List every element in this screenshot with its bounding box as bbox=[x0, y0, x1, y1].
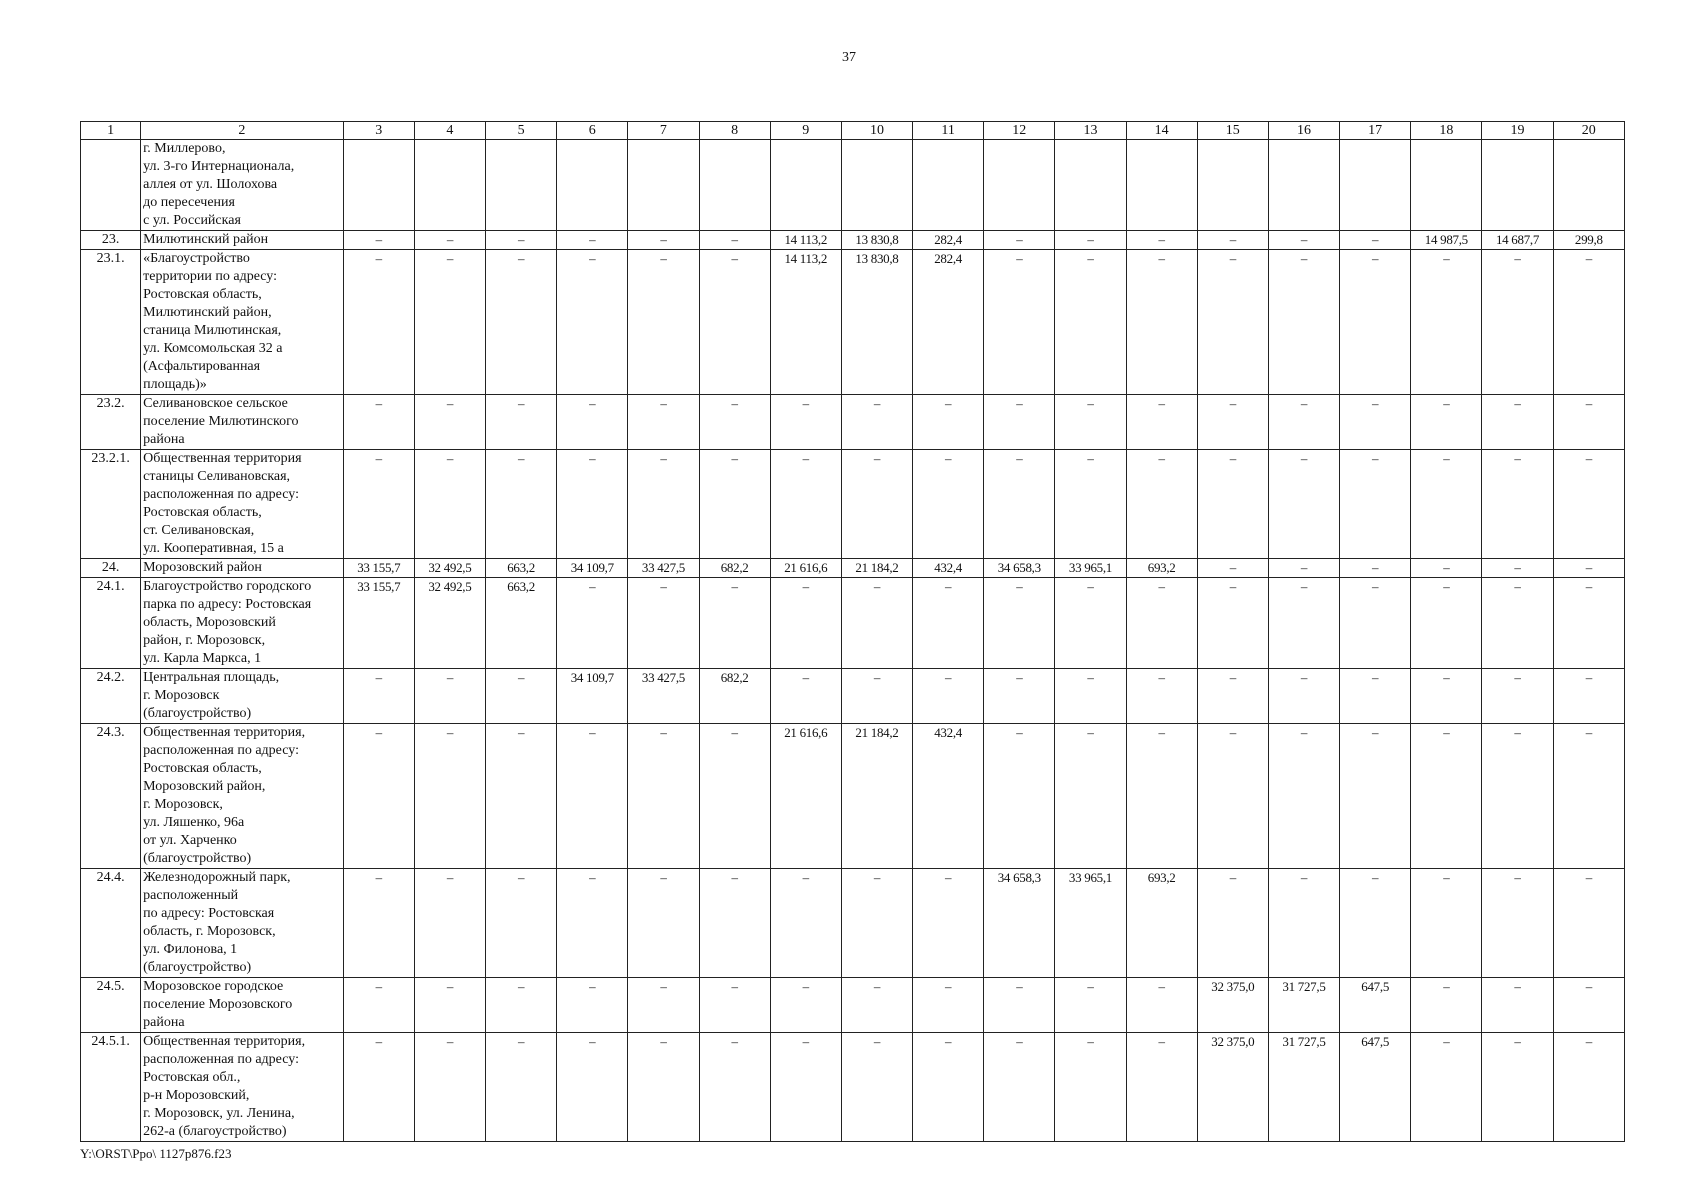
value-cell: – bbox=[557, 450, 628, 559]
column-header: 8 bbox=[699, 122, 770, 140]
value-cell bbox=[1268, 140, 1339, 231]
value-cell: – bbox=[841, 450, 912, 559]
value-cell: – bbox=[841, 578, 912, 669]
table-row bbox=[81, 578, 1625, 669]
value-cell: – bbox=[1411, 869, 1482, 978]
value-cell: – bbox=[414, 978, 485, 1033]
value-cell bbox=[343, 140, 414, 231]
row-number-cell: 23. bbox=[81, 231, 141, 250]
value-cell: – bbox=[1482, 869, 1553, 978]
value-cell: 693,2 bbox=[1126, 869, 1197, 978]
value-cell bbox=[1197, 140, 1268, 231]
value-cell: – bbox=[913, 578, 984, 669]
value-cell: – bbox=[486, 978, 557, 1033]
value-cell: – bbox=[1126, 250, 1197, 395]
value-cell: – bbox=[557, 869, 628, 978]
value-cell: – bbox=[557, 395, 628, 450]
value-cell: – bbox=[699, 250, 770, 395]
item-name-cell: Благоустройство городского парка по адресу: Ростовская область, Морозовский район, г. Морозовск, ул. Карла Маркса, 1 bbox=[141, 578, 344, 669]
value-cell: – bbox=[343, 724, 414, 869]
value-cell: – bbox=[628, 978, 699, 1033]
value-cell: – bbox=[1340, 724, 1411, 869]
value-cell: – bbox=[1340, 578, 1411, 669]
value-cell: – bbox=[1197, 869, 1268, 978]
value-cell: – bbox=[557, 978, 628, 1033]
item-name-cell: «Благоустройство территории по адресу: Ростовская область, Милютинский район, станица Милютинская, ул. Комсомольская 32 а (Асфальтированная площадь)» bbox=[141, 250, 344, 395]
value-cell: – bbox=[486, 724, 557, 869]
value-cell: – bbox=[557, 231, 628, 250]
value-cell: 682,2 bbox=[699, 559, 770, 578]
value-cell: 432,4 bbox=[913, 559, 984, 578]
value-cell bbox=[699, 140, 770, 231]
value-cell: – bbox=[1482, 578, 1553, 669]
value-cell: 14 987,5 bbox=[1411, 231, 1482, 250]
value-cell: – bbox=[557, 1033, 628, 1142]
value-cell: – bbox=[1340, 250, 1411, 395]
value-cell: 682,2 bbox=[699, 669, 770, 724]
value-cell: 34 658,3 bbox=[984, 559, 1055, 578]
value-cell: – bbox=[1268, 559, 1339, 578]
value-cell: 282,4 bbox=[913, 250, 984, 395]
value-cell: 33 427,5 bbox=[628, 559, 699, 578]
table-row bbox=[81, 450, 1625, 559]
value-cell: 33 155,7 bbox=[343, 578, 414, 669]
value-cell: – bbox=[1126, 578, 1197, 669]
value-cell: – bbox=[486, 231, 557, 250]
value-cell: 33 427,5 bbox=[628, 669, 699, 724]
value-cell: – bbox=[1482, 559, 1553, 578]
column-header: 18 bbox=[1411, 122, 1482, 140]
row-number-cell: 24.3. bbox=[81, 724, 141, 869]
value-cell: – bbox=[770, 869, 841, 978]
value-cell: – bbox=[1055, 578, 1126, 669]
value-cell: – bbox=[770, 578, 841, 669]
value-cell: 33 965,1 bbox=[1055, 559, 1126, 578]
value-cell: 32 375,0 bbox=[1197, 1033, 1268, 1142]
column-header: 17 bbox=[1340, 122, 1411, 140]
value-cell: 13 830,8 bbox=[841, 231, 912, 250]
value-cell: – bbox=[984, 395, 1055, 450]
column-header: 9 bbox=[770, 122, 841, 140]
value-cell: – bbox=[1553, 869, 1624, 978]
value-cell: – bbox=[1340, 559, 1411, 578]
row-number-cell: 23.2. bbox=[81, 395, 141, 450]
value-cell: – bbox=[984, 450, 1055, 559]
value-cell: – bbox=[1126, 395, 1197, 450]
value-cell: – bbox=[1197, 395, 1268, 450]
value-cell: – bbox=[841, 978, 912, 1033]
value-cell: – bbox=[557, 578, 628, 669]
value-cell: – bbox=[984, 250, 1055, 395]
row-number-cell: 24.5. bbox=[81, 978, 141, 1033]
value-cell: – bbox=[1126, 1033, 1197, 1142]
value-cell: 21 184,2 bbox=[841, 724, 912, 869]
item-name-cell: Общественная территория станицы Селивановская, расположенная по адресу: Ростовская область, ст. Селивановская, ул. Кооперативная, 15 а bbox=[141, 450, 344, 559]
value-cell: 647,5 bbox=[1340, 978, 1411, 1033]
column-header: 4 bbox=[414, 122, 485, 140]
value-cell: – bbox=[1268, 869, 1339, 978]
value-cell: – bbox=[1553, 250, 1624, 395]
value-cell: – bbox=[984, 1033, 1055, 1142]
value-cell: – bbox=[628, 869, 699, 978]
table-row bbox=[81, 978, 1625, 1033]
value-cell bbox=[1126, 140, 1197, 231]
value-cell: 693,2 bbox=[1126, 559, 1197, 578]
item-name-cell: Селивановское сельское поселение Милютинского района bbox=[141, 395, 344, 450]
value-cell: – bbox=[1482, 978, 1553, 1033]
value-cell: – bbox=[913, 978, 984, 1033]
value-cell: – bbox=[699, 1033, 770, 1142]
value-cell: – bbox=[486, 869, 557, 978]
value-cell: 647,5 bbox=[1340, 1033, 1411, 1142]
value-cell: – bbox=[699, 578, 770, 669]
value-cell: – bbox=[1126, 724, 1197, 869]
value-cell: – bbox=[628, 231, 699, 250]
value-cell: – bbox=[1268, 450, 1339, 559]
value-cell: – bbox=[414, 669, 485, 724]
value-cell: – bbox=[1553, 450, 1624, 559]
value-cell: – bbox=[1553, 669, 1624, 724]
value-cell: – bbox=[414, 450, 485, 559]
value-cell: – bbox=[1055, 978, 1126, 1033]
value-cell: – bbox=[841, 669, 912, 724]
value-cell: 32 375,0 bbox=[1197, 978, 1268, 1033]
value-cell: – bbox=[343, 231, 414, 250]
value-cell: – bbox=[1197, 578, 1268, 669]
value-cell: – bbox=[913, 869, 984, 978]
value-cell: – bbox=[628, 450, 699, 559]
value-cell: – bbox=[1411, 250, 1482, 395]
value-cell: – bbox=[699, 231, 770, 250]
value-cell: – bbox=[1055, 724, 1126, 869]
value-cell: – bbox=[486, 250, 557, 395]
value-cell: – bbox=[1340, 450, 1411, 559]
value-cell: – bbox=[557, 724, 628, 869]
value-cell: – bbox=[770, 1033, 841, 1142]
header-row bbox=[81, 122, 1625, 140]
value-cell: – bbox=[1126, 450, 1197, 559]
value-cell: – bbox=[913, 1033, 984, 1142]
value-cell: – bbox=[486, 395, 557, 450]
value-cell: – bbox=[770, 978, 841, 1033]
column-header: 19 bbox=[1482, 122, 1553, 140]
value-cell bbox=[1340, 140, 1411, 231]
value-cell: – bbox=[1268, 395, 1339, 450]
value-cell: – bbox=[628, 724, 699, 869]
value-cell bbox=[1553, 140, 1624, 231]
row-number-cell: 24. bbox=[81, 559, 141, 578]
value-cell: 33 965,1 bbox=[1055, 869, 1126, 978]
value-cell: – bbox=[984, 578, 1055, 669]
value-cell: – bbox=[913, 669, 984, 724]
value-cell: – bbox=[984, 978, 1055, 1033]
table-row bbox=[81, 724, 1625, 869]
value-cell: 13 830,8 bbox=[841, 250, 912, 395]
value-cell: – bbox=[699, 978, 770, 1033]
value-cell: – bbox=[343, 978, 414, 1033]
value-cell: 14 687,7 bbox=[1482, 231, 1553, 250]
table-body bbox=[81, 140, 1625, 1142]
column-header: 13 bbox=[1055, 122, 1126, 140]
value-cell bbox=[984, 140, 1055, 231]
value-cell: – bbox=[1553, 1033, 1624, 1142]
value-cell: 21 616,6 bbox=[770, 559, 841, 578]
value-cell: 34 109,7 bbox=[557, 669, 628, 724]
row-number-cell bbox=[81, 140, 141, 231]
value-cell: – bbox=[343, 669, 414, 724]
value-cell: 299,8 bbox=[1553, 231, 1624, 250]
value-cell: – bbox=[628, 250, 699, 395]
value-cell: – bbox=[1197, 231, 1268, 250]
value-cell: – bbox=[486, 1033, 557, 1142]
row-number-cell: 24.1. bbox=[81, 578, 141, 669]
table-row bbox=[81, 559, 1625, 578]
value-cell: – bbox=[841, 395, 912, 450]
value-cell: – bbox=[1482, 724, 1553, 869]
value-cell: – bbox=[1268, 724, 1339, 869]
column-header: 5 bbox=[486, 122, 557, 140]
value-cell: – bbox=[414, 250, 485, 395]
value-cell bbox=[841, 140, 912, 231]
value-cell bbox=[628, 140, 699, 231]
value-cell: – bbox=[414, 724, 485, 869]
value-cell: – bbox=[1411, 1033, 1482, 1142]
value-cell bbox=[1055, 140, 1126, 231]
table-row bbox=[81, 669, 1625, 724]
value-cell: – bbox=[1197, 724, 1268, 869]
value-cell: – bbox=[913, 395, 984, 450]
value-cell: – bbox=[984, 724, 1055, 869]
item-name-cell: г. Миллерово, ул. 3-го Интернационала, аллея от ул. Шолохова до пересечения с ул. Российская bbox=[141, 140, 344, 231]
value-cell: – bbox=[486, 450, 557, 559]
value-cell: – bbox=[1482, 669, 1553, 724]
column-header: 11 bbox=[913, 122, 984, 140]
value-cell: – bbox=[343, 1033, 414, 1142]
item-name-cell: Милютинский район bbox=[141, 231, 344, 250]
value-cell: – bbox=[628, 1033, 699, 1142]
value-cell: – bbox=[1055, 395, 1126, 450]
value-cell: – bbox=[414, 1033, 485, 1142]
value-cell: 14 113,2 bbox=[770, 250, 841, 395]
value-cell: – bbox=[1126, 978, 1197, 1033]
value-cell: – bbox=[414, 231, 485, 250]
value-cell: – bbox=[770, 450, 841, 559]
value-cell: 31 727,5 bbox=[1268, 1033, 1339, 1142]
value-cell: 14 113,2 bbox=[770, 231, 841, 250]
value-cell: – bbox=[343, 869, 414, 978]
value-cell: – bbox=[628, 578, 699, 669]
column-header: 16 bbox=[1268, 122, 1339, 140]
value-cell: – bbox=[1340, 395, 1411, 450]
row-number-cell: 24.4. bbox=[81, 869, 141, 978]
value-cell: – bbox=[1055, 1033, 1126, 1142]
value-cell: – bbox=[1055, 250, 1126, 395]
value-cell bbox=[486, 140, 557, 231]
row-number-cell: 24.2. bbox=[81, 669, 141, 724]
value-cell: – bbox=[486, 669, 557, 724]
value-cell: – bbox=[1411, 978, 1482, 1033]
column-header: 1 bbox=[81, 122, 141, 140]
value-cell: 34 109,7 bbox=[557, 559, 628, 578]
table-row bbox=[81, 140, 1625, 231]
value-cell: 282,4 bbox=[913, 231, 984, 250]
value-cell: – bbox=[1268, 250, 1339, 395]
item-name-cell: Морозовский район bbox=[141, 559, 344, 578]
value-cell: – bbox=[984, 669, 1055, 724]
value-cell: – bbox=[1553, 559, 1624, 578]
value-cell bbox=[414, 140, 485, 231]
column-header: 10 bbox=[841, 122, 912, 140]
table-row bbox=[81, 231, 1625, 250]
value-cell: – bbox=[1055, 669, 1126, 724]
value-cell: – bbox=[1268, 578, 1339, 669]
item-name-cell: Общественная территория, расположенная по адресу: Ростовская область, Морозовский район, г. Морозовск, ул. Ляшенко, 96а от ул. Харченко (благоустройство) bbox=[141, 724, 344, 869]
value-cell: – bbox=[1340, 231, 1411, 250]
value-cell: – bbox=[770, 395, 841, 450]
table-row bbox=[81, 1033, 1625, 1142]
column-header: 3 bbox=[343, 122, 414, 140]
value-cell: – bbox=[343, 395, 414, 450]
table-row bbox=[81, 250, 1625, 395]
value-cell: – bbox=[1482, 1033, 1553, 1142]
value-cell: 663,2 bbox=[486, 559, 557, 578]
value-cell: 21 184,2 bbox=[841, 559, 912, 578]
value-cell: – bbox=[1482, 450, 1553, 559]
column-header: 20 bbox=[1553, 122, 1624, 140]
value-cell: – bbox=[1411, 450, 1482, 559]
value-cell: – bbox=[1411, 578, 1482, 669]
item-name-cell: Общественная территория, расположенная по адресу: Ростовская обл., р-н Морозовский, г. Морозовск, ул. Ленина, 262-а (благоустройство) bbox=[141, 1033, 344, 1142]
row-number-cell: 23.1. bbox=[81, 250, 141, 395]
row-number-cell: 23.2.1. bbox=[81, 450, 141, 559]
value-cell: – bbox=[913, 450, 984, 559]
column-header: 14 bbox=[1126, 122, 1197, 140]
value-cell bbox=[557, 140, 628, 231]
value-cell: – bbox=[628, 395, 699, 450]
value-cell: – bbox=[770, 669, 841, 724]
column-header: 6 bbox=[557, 122, 628, 140]
value-cell: – bbox=[1197, 250, 1268, 395]
value-cell: – bbox=[841, 1033, 912, 1142]
table-row bbox=[81, 869, 1625, 978]
value-cell: – bbox=[1482, 395, 1553, 450]
value-cell: – bbox=[1340, 869, 1411, 978]
value-cell: 31 727,5 bbox=[1268, 978, 1339, 1033]
table-row bbox=[81, 395, 1625, 450]
value-cell: – bbox=[1411, 724, 1482, 869]
file-path-footer: Y:\ORST\Ppo\ 1127p876.f23 bbox=[80, 1146, 232, 1161]
item-name-cell: Морозовское городское поселение Морозовского района bbox=[141, 978, 344, 1033]
value-cell: – bbox=[343, 450, 414, 559]
item-name-cell: Железнодорожный парк, расположенный по адресу: Ростовская область, г. Морозовск, ул. Филонова, 1 (благоустройство) bbox=[141, 869, 344, 978]
value-cell: – bbox=[1268, 669, 1339, 724]
value-cell: – bbox=[1553, 978, 1624, 1033]
column-header: 15 bbox=[1197, 122, 1268, 140]
value-cell: – bbox=[1411, 395, 1482, 450]
value-cell: – bbox=[1553, 578, 1624, 669]
value-cell: 33 155,7 bbox=[343, 559, 414, 578]
value-cell: – bbox=[699, 450, 770, 559]
value-cell: – bbox=[699, 724, 770, 869]
value-cell: – bbox=[699, 869, 770, 978]
value-cell: 21 616,6 bbox=[770, 724, 841, 869]
value-cell: – bbox=[841, 869, 912, 978]
value-cell: – bbox=[557, 250, 628, 395]
value-cell: – bbox=[1411, 669, 1482, 724]
value-cell: – bbox=[414, 869, 485, 978]
value-cell: 32 492,5 bbox=[414, 578, 485, 669]
value-cell bbox=[913, 140, 984, 231]
value-cell: – bbox=[1553, 395, 1624, 450]
value-cell: 663,2 bbox=[486, 578, 557, 669]
value-cell: 34 658,3 bbox=[984, 869, 1055, 978]
value-cell: – bbox=[1126, 669, 1197, 724]
value-cell bbox=[770, 140, 841, 231]
value-cell: – bbox=[1126, 231, 1197, 250]
value-cell: – bbox=[414, 395, 485, 450]
row-number-cell: 24.5.1. bbox=[81, 1033, 141, 1142]
value-cell: – bbox=[1340, 669, 1411, 724]
value-cell: – bbox=[1482, 250, 1553, 395]
value-cell: – bbox=[699, 395, 770, 450]
value-cell: – bbox=[1055, 231, 1126, 250]
value-cell: 432,4 bbox=[913, 724, 984, 869]
value-cell: – bbox=[1197, 450, 1268, 559]
value-cell: – bbox=[1411, 559, 1482, 578]
value-cell: – bbox=[1197, 559, 1268, 578]
value-cell: – bbox=[1055, 450, 1126, 559]
column-header: 7 bbox=[628, 122, 699, 140]
value-cell: – bbox=[1197, 669, 1268, 724]
value-cell bbox=[1411, 140, 1482, 231]
budget-table bbox=[80, 121, 1625, 1142]
item-name-cell: Центральная площадь, г. Морозовск (благоустройство) bbox=[141, 669, 344, 724]
value-cell: – bbox=[1268, 231, 1339, 250]
column-header: 2 bbox=[141, 122, 344, 140]
value-cell: – bbox=[984, 231, 1055, 250]
value-cell: 32 492,5 bbox=[414, 559, 485, 578]
value-cell: – bbox=[343, 250, 414, 395]
value-cell bbox=[1482, 140, 1553, 231]
value-cell: – bbox=[1553, 724, 1624, 869]
page-number: 37 bbox=[842, 50, 856, 65]
column-header: 12 bbox=[984, 122, 1055, 140]
